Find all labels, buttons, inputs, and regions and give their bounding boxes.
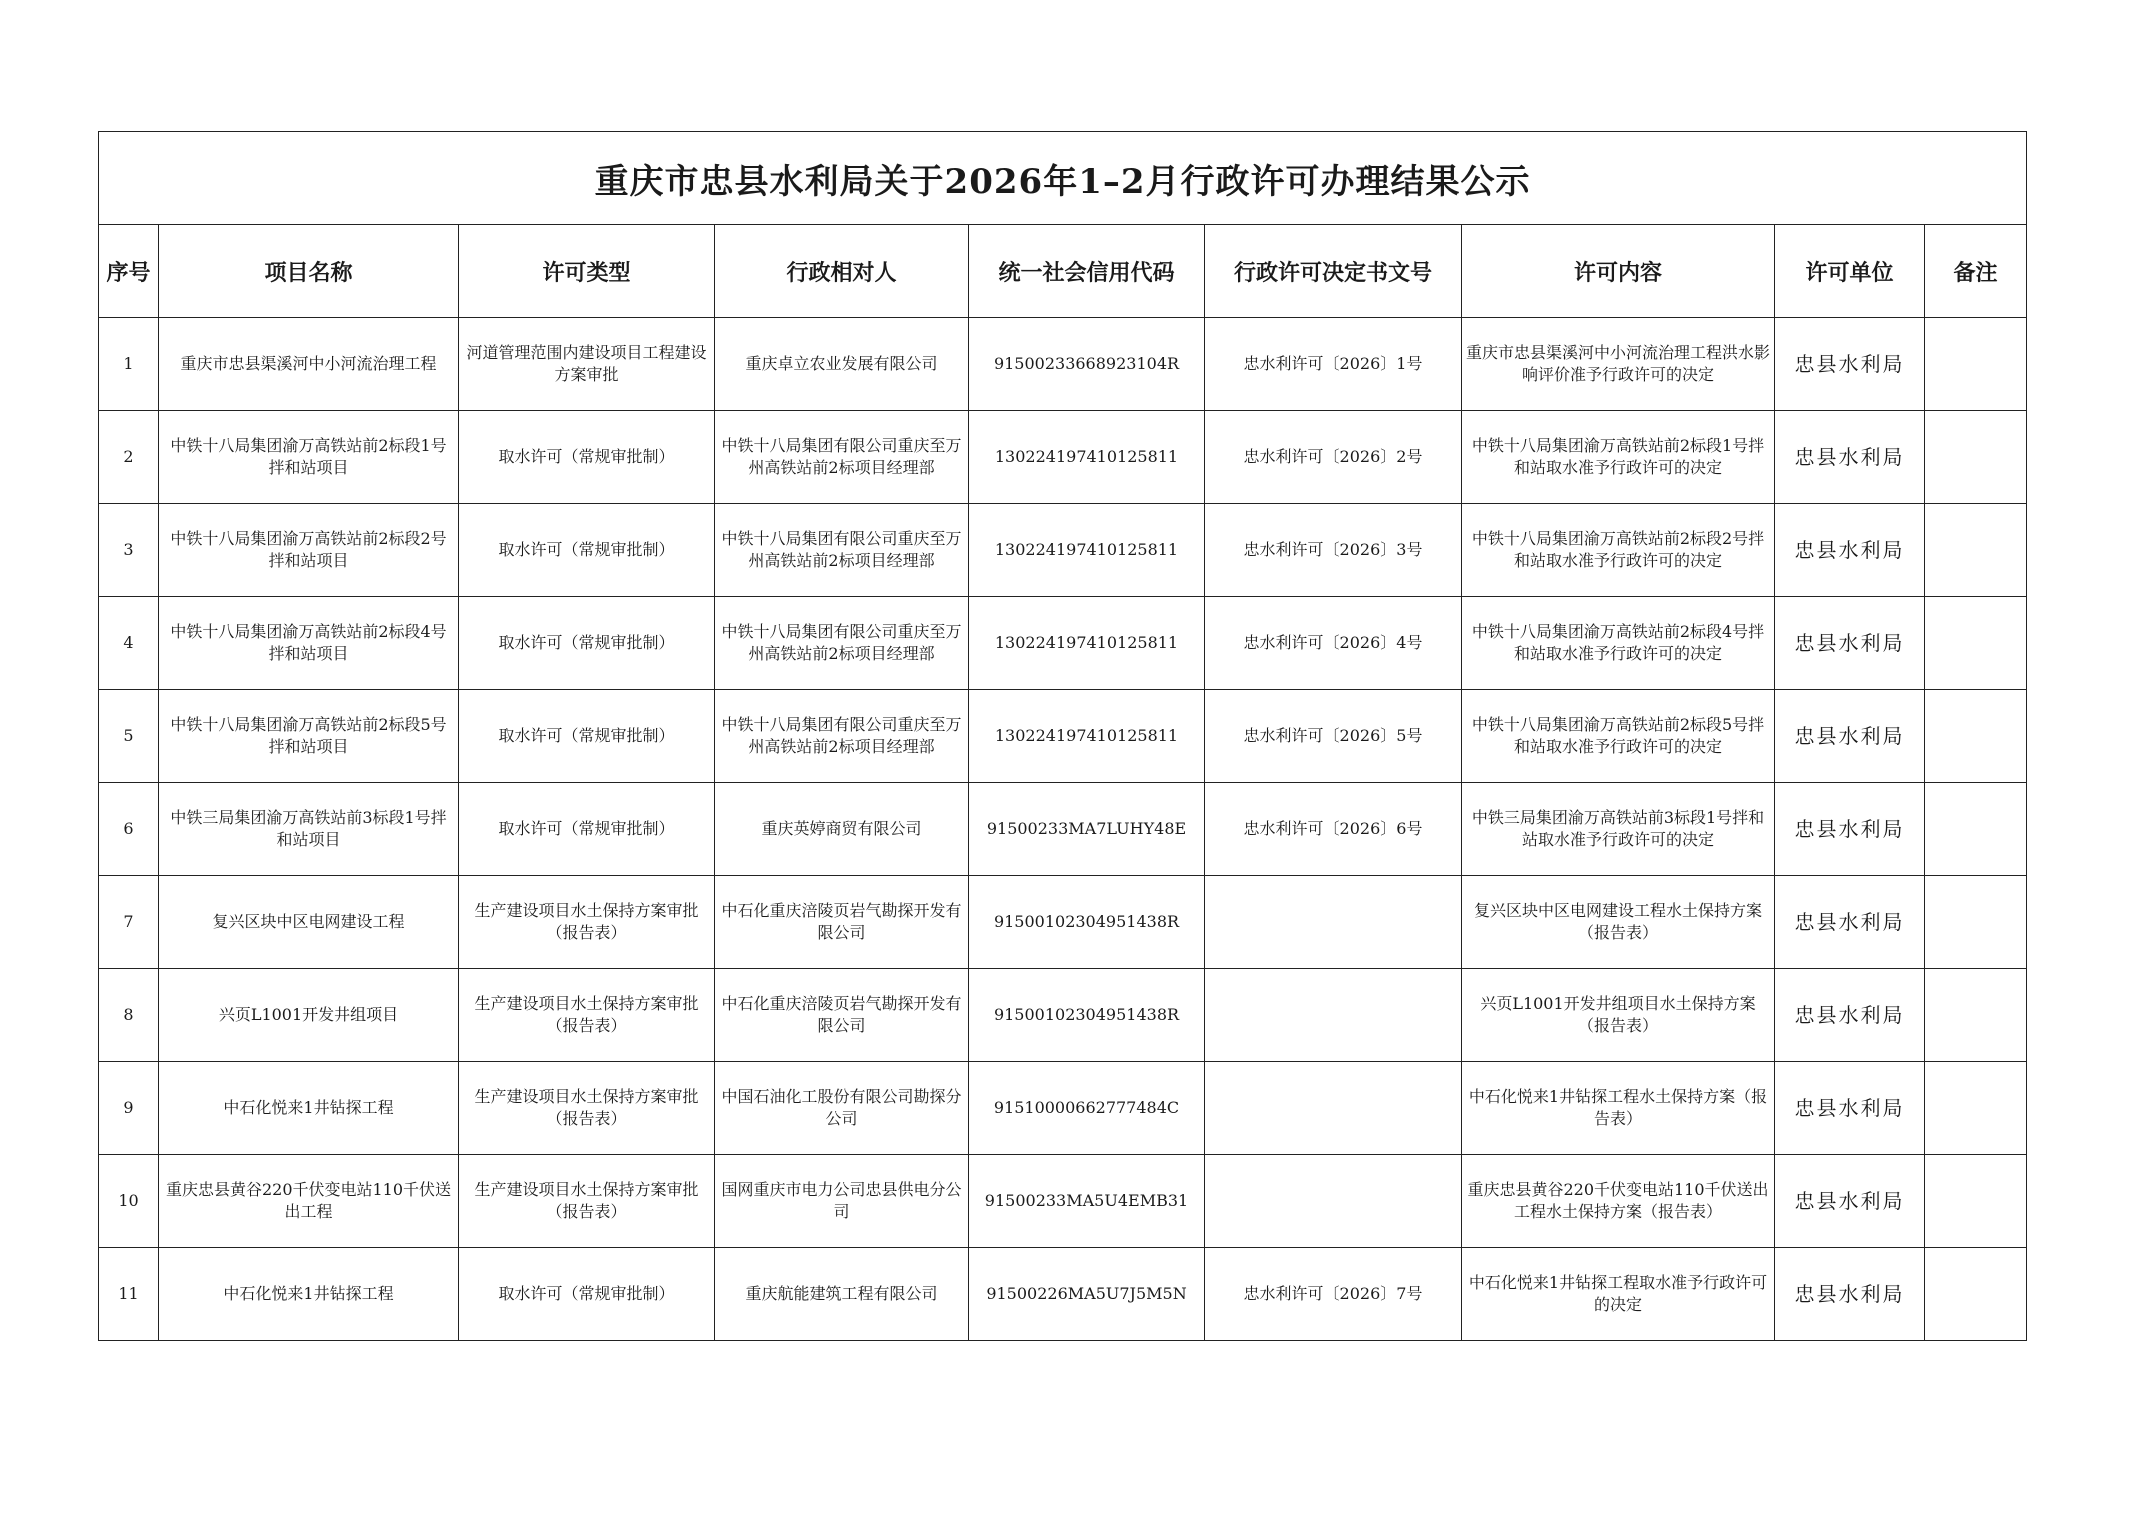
- cell-content: 中石化悦来1井钻探工程水土保持方案（报告表）: [1462, 1062, 1775, 1155]
- page-title: 重庆市忠县水利局关于2026年1–2月行政许可办理结果公示: [99, 132, 2027, 225]
- cell-unit: 忠县水利局: [1775, 318, 1925, 411]
- cell-type: 取水许可（常规审批制）: [459, 783, 715, 876]
- cell-doc: [1205, 876, 1462, 969]
- cell-code: 91500226MA5U7J5M5N: [969, 1248, 1205, 1341]
- cell-project: 中铁十八局集团渝万高铁站前2标段2号拌和站项目: [159, 504, 459, 597]
- cell-unit: 忠县水利局: [1775, 1062, 1925, 1155]
- cell-unit: 忠县水利局: [1775, 876, 1925, 969]
- cell-party: 重庆卓立农业发展有限公司: [715, 318, 969, 411]
- cell-type: 取水许可（常规审批制）: [459, 411, 715, 504]
- cell-project: 中铁十八局集团渝万高铁站前2标段5号拌和站项目: [159, 690, 459, 783]
- cell-content: 中铁十八局集团渝万高铁站前2标段1号拌和站取水准予行政许可的决定: [1462, 411, 1775, 504]
- cell-doc: 忠水利许可〔2026〕1号: [1205, 318, 1462, 411]
- cell-party: 重庆英婷商贸有限公司: [715, 783, 969, 876]
- table-row: [99, 969, 2027, 1062]
- cell-project: 兴页L1001开发井组项目: [159, 969, 459, 1062]
- cell-unit: 忠县水利局: [1775, 969, 1925, 1062]
- cell-unit: 忠县水利局: [1775, 690, 1925, 783]
- table-row: [99, 1155, 2027, 1248]
- header-party: 行政相对人: [715, 225, 969, 318]
- cell-doc: 忠水利许可〔2026〕3号: [1205, 504, 1462, 597]
- cell-seq: 11: [99, 1248, 159, 1341]
- header-unit: 许可单位: [1775, 225, 1925, 318]
- cell-type: 生产建设项目水土保持方案审批（报告表）: [459, 969, 715, 1062]
- cell-unit: 忠县水利局: [1775, 1248, 1925, 1341]
- cell-note: [1925, 597, 2027, 690]
- table-row: [99, 876, 2027, 969]
- cell-project: 中铁十八局集团渝万高铁站前2标段1号拌和站项目: [159, 411, 459, 504]
- cell-seq: 5: [99, 690, 159, 783]
- cell-unit: 忠县水利局: [1775, 1155, 1925, 1248]
- cell-content: 复兴区块中区电网建设工程水土保持方案（报告表）: [1462, 876, 1775, 969]
- cell-content: 中石化悦来1井钻探工程取水准予行政许可的决定: [1462, 1248, 1775, 1341]
- cell-note: [1925, 411, 2027, 504]
- cell-code: 130224197410125811: [969, 597, 1205, 690]
- cell-note: [1925, 1248, 2027, 1341]
- cell-code: 91500233668923104R: [969, 318, 1205, 411]
- cell-seq: 10: [99, 1155, 159, 1248]
- header-type: 许可类型: [459, 225, 715, 318]
- cell-code: 91500102304951438R: [969, 876, 1205, 969]
- permit-results-table: [98, 131, 2027, 1341]
- cell-project: 中石化悦来1井钻探工程: [159, 1248, 459, 1341]
- cell-party: 国网重庆市电力公司忠县供电分公司: [715, 1155, 969, 1248]
- cell-doc: [1205, 1062, 1462, 1155]
- cell-seq: 3: [99, 504, 159, 597]
- cell-note: [1925, 783, 2027, 876]
- header-content: 许可内容: [1462, 225, 1775, 318]
- cell-type: 取水许可（常规审批制）: [459, 690, 715, 783]
- header-note: 备注: [1925, 225, 2027, 318]
- cell-seq: 6: [99, 783, 159, 876]
- cell-code: 91500233MA7LUHY48E: [969, 783, 1205, 876]
- cell-type: 取水许可（常规审批制）: [459, 504, 715, 597]
- header-seq: 序号: [99, 225, 159, 318]
- cell-code: 130224197410125811: [969, 690, 1205, 783]
- cell-party: 中石化重庆涪陵页岩气勘探开发有限公司: [715, 876, 969, 969]
- table-row: [99, 597, 2027, 690]
- cell-content: 中铁三局集团渝万高铁站前3标段1号拌和站取水准予行政许可的决定: [1462, 783, 1775, 876]
- cell-note: [1925, 318, 2027, 411]
- cell-content: 重庆忠县黄谷220千伏变电站110千伏送出工程水土保持方案（报告表）: [1462, 1155, 1775, 1248]
- cell-note: [1925, 876, 2027, 969]
- cell-note: [1925, 1062, 2027, 1155]
- cell-type: 河道管理范围内建设项目工程建设方案审批: [459, 318, 715, 411]
- cell-seq: 2: [99, 411, 159, 504]
- cell-project: 重庆忠县黄谷220千伏变电站110千伏送出工程: [159, 1155, 459, 1248]
- table-row: [99, 1062, 2027, 1155]
- cell-project: 中石化悦来1井钻探工程: [159, 1062, 459, 1155]
- cell-party: 重庆航能建筑工程有限公司: [715, 1248, 969, 1341]
- cell-party: 中铁十八局集团有限公司重庆至万州高铁站前2标项目经理部: [715, 597, 969, 690]
- cell-note: [1925, 969, 2027, 1062]
- cell-doc: 忠水利许可〔2026〕7号: [1205, 1248, 1462, 1341]
- cell-doc: [1205, 969, 1462, 1062]
- cell-code: 91500233MA5U4EMB31: [969, 1155, 1205, 1248]
- cell-note: [1925, 1155, 2027, 1248]
- cell-party: 中铁十八局集团有限公司重庆至万州高铁站前2标项目经理部: [715, 690, 969, 783]
- cell-code: 130224197410125811: [969, 411, 1205, 504]
- cell-party: 中铁十八局集团有限公司重庆至万州高铁站前2标项目经理部: [715, 504, 969, 597]
- table-row: [99, 504, 2027, 597]
- cell-code: 91510000662777484C: [969, 1062, 1205, 1155]
- cell-project: 重庆市忠县渠溪河中小河流治理工程: [159, 318, 459, 411]
- cell-note: [1925, 690, 2027, 783]
- cell-unit: 忠县水利局: [1775, 411, 1925, 504]
- cell-unit: 忠县水利局: [1775, 783, 1925, 876]
- cell-content: 重庆市忠县渠溪河中小河流治理工程洪水影响评价准予行政许可的决定: [1462, 318, 1775, 411]
- cell-content: 中铁十八局集团渝万高铁站前2标段4号拌和站取水准予行政许可的决定: [1462, 597, 1775, 690]
- header-doc: 行政许可决定书文号: [1205, 225, 1462, 318]
- cell-party: 中石化重庆涪陵页岩气勘探开发有限公司: [715, 969, 969, 1062]
- cell-project: 中铁三局集团渝万高铁站前3标段1号拌和站项目: [159, 783, 459, 876]
- cell-type: 生产建设项目水土保持方案审批（报告表）: [459, 1062, 715, 1155]
- cell-doc: 忠水利许可〔2026〕6号: [1205, 783, 1462, 876]
- cell-note: [1925, 504, 2027, 597]
- header-code: 统一社会信用代码: [969, 225, 1205, 318]
- cell-project: 中铁十八局集团渝万高铁站前2标段4号拌和站项目: [159, 597, 459, 690]
- cell-doc: 忠水利许可〔2026〕4号: [1205, 597, 1462, 690]
- cell-seq: 9: [99, 1062, 159, 1155]
- cell-seq: 4: [99, 597, 159, 690]
- cell-content: 兴页L1001开发井组项目水土保持方案（报告表）: [1462, 969, 1775, 1062]
- cell-type: 取水许可（常规审批制）: [459, 1248, 715, 1341]
- cell-doc: 忠水利许可〔2026〕2号: [1205, 411, 1462, 504]
- cell-type: 生产建设项目水土保持方案审批（报告表）: [459, 876, 715, 969]
- cell-seq: 8: [99, 969, 159, 1062]
- table-header-row: [99, 225, 2027, 318]
- header-project: 项目名称: [159, 225, 459, 318]
- table-row: [99, 1248, 2027, 1341]
- cell-code: 130224197410125811: [969, 504, 1205, 597]
- cell-doc: [1205, 1155, 1462, 1248]
- cell-unit: 忠县水利局: [1775, 504, 1925, 597]
- cell-type: 生产建设项目水土保持方案审批（报告表）: [459, 1155, 715, 1248]
- table-row: [99, 411, 2027, 504]
- cell-type: 取水许可（常规审批制）: [459, 597, 715, 690]
- cell-party: 中铁十八局集团有限公司重庆至万州高铁站前2标项目经理部: [715, 411, 969, 504]
- cell-doc: 忠水利许可〔2026〕5号: [1205, 690, 1462, 783]
- cell-content: 中铁十八局集团渝万高铁站前2标段5号拌和站取水准予行政许可的决定: [1462, 690, 1775, 783]
- table-row: [99, 783, 2027, 876]
- cell-content: 中铁十八局集团渝万高铁站前2标段2号拌和站取水准予行政许可的决定: [1462, 504, 1775, 597]
- cell-project: 复兴区块中区电网建设工程: [159, 876, 459, 969]
- cell-party: 中国石油化工股份有限公司勘探分公司: [715, 1062, 969, 1155]
- cell-unit: 忠县水利局: [1775, 597, 1925, 690]
- table-row: [99, 318, 2027, 411]
- cell-code: 91500102304951438R: [969, 969, 1205, 1062]
- table-row: [99, 690, 2027, 783]
- cell-seq: 1: [99, 318, 159, 411]
- cell-seq: 7: [99, 876, 159, 969]
